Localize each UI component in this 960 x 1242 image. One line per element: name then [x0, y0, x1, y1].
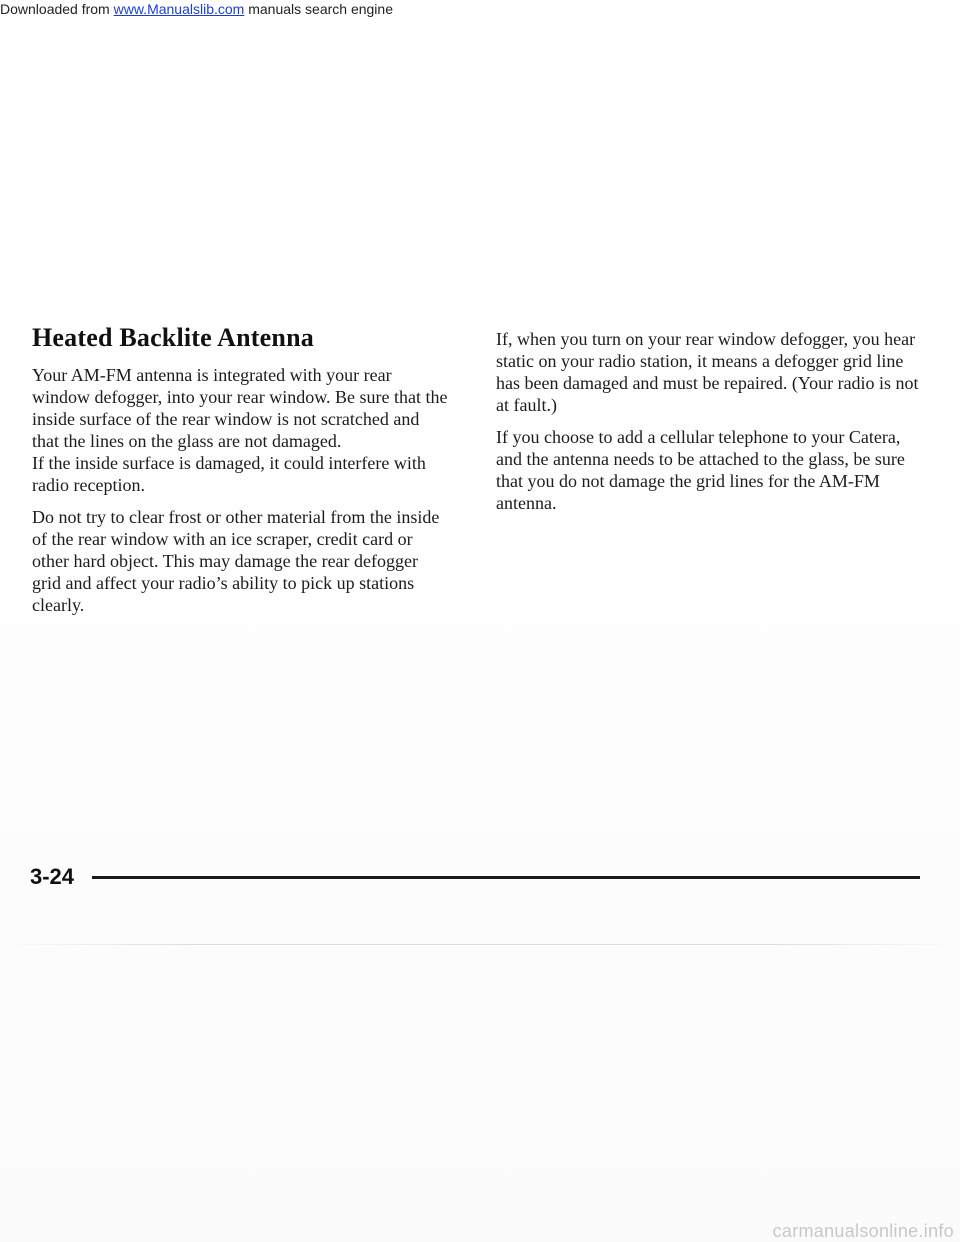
paragraph-antenna-integration: Your AM-FM antenna is integrated with your rear window defogger, into your rear window. Be sure that the inside surface of the rear window is not scratched and that the lines on the glass are not damaged.: [32, 365, 448, 451]
left-column: [32, 322, 450, 626]
site-watermark: carmanualsonline.info: [772, 1221, 954, 1241]
download-watermark: [0, 0, 393, 18]
paragraph-frost-warning: Do not try to clear frost or other material from the inside of the rear window with an ice scraper, credit card or other hard object. This may damage the rear defogger grid and affect your radio’s ability to pick up stations clearly.: [32, 507, 440, 615]
manualslib-link[interactable]: www.Manualslib.com: [113, 1, 245, 17]
right-column: [496, 328, 928, 524]
paragraph-cellular-telephone: If you choose to add a cellular telephone to your Catera, and the antenna needs to be attached to the glass, be sure that you do not damage the grid lines for the AM-FM antenna.: [496, 427, 905, 513]
page-footer: [30, 862, 920, 892]
page-number: 3-24: [30, 864, 75, 889]
watermark-suffix: manuals search engine: [244, 1, 393, 17]
scan-line: [0, 944, 960, 945]
section-heading: Heated Backlite Antenna: [32, 323, 314, 352]
footer-rule: [92, 876, 920, 879]
paragraph-surface-damage: If the inside surface is damaged, it could interfere with radio reception.: [32, 453, 426, 495]
paragraph-static-defogger: If, when you turn on your rear window defogger, you hear static on your radio station, it means a defogger grid line has been damaged and must be repaired. (Your radio is not at fault.): [496, 329, 919, 415]
watermark-prefix: Downloaded from: [0, 1, 114, 17]
